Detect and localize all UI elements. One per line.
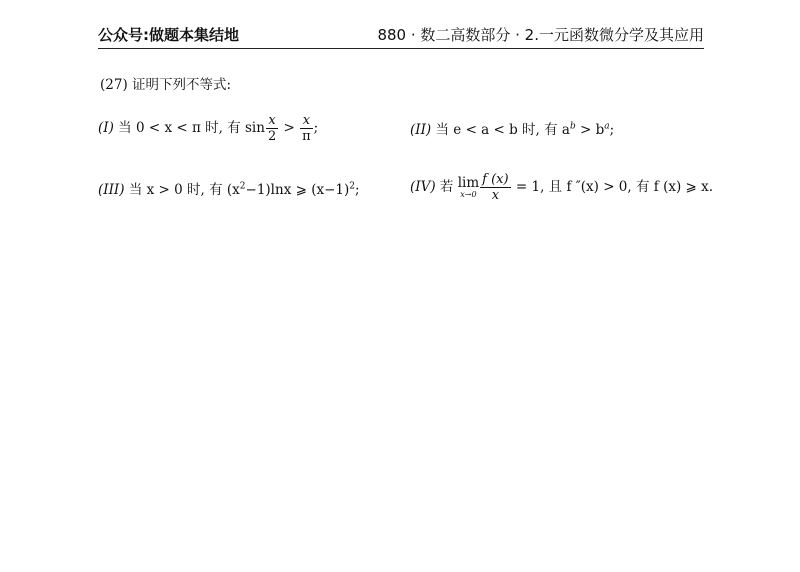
part-1-label: (I) [98, 120, 114, 136]
exponent-b: b [569, 121, 576, 132]
part-3-relation: −1)lnx ⩾ (x−1) [245, 182, 350, 198]
fraction-fx-over-x [480, 172, 510, 203]
fraction-numerator: f (x) [482, 172, 509, 187]
part-4-text: 若 [439, 179, 454, 195]
part-4-condition: = 1, 且 f ″(x) > 0, 有 f (x) ⩾ x. [515, 179, 714, 195]
part-3-end: ; [355, 182, 360, 198]
fraction-x-over-2 [266, 113, 278, 144]
exponent-2: 2 [239, 181, 246, 192]
part-2-text: 当 e < a < b 时, 有 a [435, 122, 570, 138]
part-1-end: ; [313, 120, 319, 136]
part-3 [98, 178, 360, 198]
problem-intro: (27) 证明下列不等式: [100, 77, 232, 93]
fraction-x-over-pi [300, 113, 313, 144]
fraction-denominator: x [491, 188, 500, 203]
part-2-end: ; [609, 122, 615, 138]
part-1-relation: > [283, 120, 295, 136]
fraction-denominator: 2 [267, 129, 277, 144]
part-4-label: (IV) [410, 179, 436, 195]
page-header [98, 22, 704, 49]
fraction-denominator: π [302, 129, 311, 144]
header-section: 880 · 数二高数部分 · 2.一元函数微分学及其应用 [377, 26, 704, 44]
part-1-text: 当 0 < x < π 时, 有 sin [118, 120, 265, 136]
limit-word: lim [457, 174, 480, 191]
exponent-2: 2 [349, 181, 355, 192]
fraction-numerator: x [300, 113, 313, 129]
part-2-relation: > b [575, 122, 605, 138]
part-3-text: 当 x > 0 时, 有 (x [128, 182, 240, 198]
part-1 [98, 113, 318, 144]
limit-subscript: x→0 [460, 189, 477, 199]
part-2-label: (II) [410, 122, 432, 138]
exponent-a: a [604, 121, 610, 132]
part-3-label: (III) [98, 182, 125, 198]
part-4 [410, 172, 713, 203]
limit-operator [457, 174, 480, 199]
part-2 [410, 118, 614, 138]
header-source: 公众号:做题本集结地 [98, 26, 239, 44]
fraction-numerator: x [266, 113, 278, 129]
